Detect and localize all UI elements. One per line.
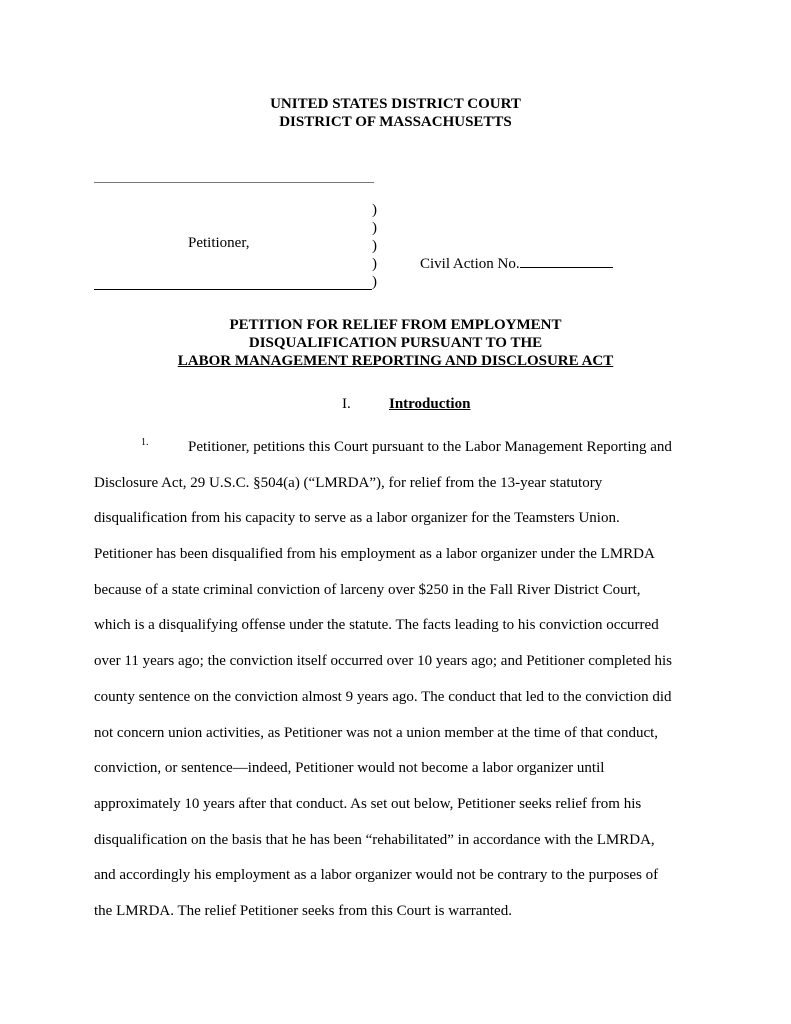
caption-paren: ) bbox=[372, 202, 377, 218]
paragraph-line: Petitioner has been disqualified from his employment as a labor organizer under the LMRDA bbox=[94, 546, 655, 563]
section-title: Introduction bbox=[389, 396, 471, 412]
petitioner-label: Petitioner, bbox=[188, 235, 250, 251]
paragraph-line: the LMRDA. The relief Petitioner seeks from this Court is warranted. bbox=[94, 902, 512, 919]
civil-action-blank bbox=[520, 253, 613, 268]
paragraph-line: county sentence on the conviction almost 9 years ago. The conduct that led to the conviction did bbox=[94, 688, 672, 705]
caption-paren: ) bbox=[372, 220, 377, 236]
civil-action-number bbox=[420, 253, 613, 273]
court-heading bbox=[0, 95, 791, 131]
paragraph-line: disqualification on the basis that he has been “rehabilitated” in accordance with the LMRDA, bbox=[94, 831, 655, 848]
paragraph-line: Petitioner, petitions this Court pursuant to the Labor Management Reporting and bbox=[188, 439, 672, 455]
court-name: UNITED STATES DISTRICT COURT bbox=[270, 96, 521, 112]
paragraph-line: and accordingly his employment as a labor organizer would not be contrary to the purposes of bbox=[94, 867, 659, 884]
paragraph-line: disqualification from his capacity to serve as a labor organizer for the Teamsters Union. bbox=[94, 510, 620, 527]
section-number: I. bbox=[342, 396, 351, 412]
petition-title-line: LABOR MANAGEMENT REPORTING AND DISCLOSURE ACT bbox=[177, 353, 614, 369]
petition-title bbox=[0, 316, 791, 370]
paragraph-line: Disclosure Act, 29 U.S.C. §504(a) (“LMRDA”), for relief from the 13-year statutory bbox=[94, 474, 603, 491]
caption-paren: ) bbox=[372, 256, 377, 272]
petition-title-line: PETITION FOR RELIEF FROM EMPLOYMENT bbox=[229, 317, 562, 333]
paragraph-line: not concern union activities, as Petitioner was not a union member at the time of that conduct, bbox=[94, 724, 659, 741]
paragraph-line: because of a state criminal conviction of larceny over $250 in the Fall River District Court, bbox=[94, 581, 641, 598]
civil-action-label: Civil Action No. bbox=[420, 256, 520, 272]
paragraph-body bbox=[94, 430, 698, 930]
court-district: DISTRICT OF MASSACHUSETTS bbox=[279, 114, 512, 130]
paragraph-line: which is a disqualifying offense under the statute. The facts leading to his conviction occurred bbox=[94, 617, 659, 634]
paragraph-line: conviction, or sentence—indeed, Petitioner would not become a labor organizer until bbox=[94, 760, 605, 777]
caption-blank-line-top bbox=[94, 182, 374, 183]
caption-paren: ) bbox=[372, 238, 377, 254]
caption-blank-line-bottom bbox=[94, 289, 372, 290]
caption-paren: ) bbox=[372, 274, 377, 290]
paragraph-number: 1. bbox=[141, 437, 149, 448]
paragraph-line: approximately 10 years after that conduct. As set out below, Petitioner seeks relief from his bbox=[94, 795, 642, 812]
petition-title-line: DISQUALIFICATION PURSUANT TO THE bbox=[248, 335, 543, 351]
paragraph-line: over 11 years ago; the conviction itself occurred over 10 years ago; and Petitioner completed his bbox=[94, 653, 673, 670]
